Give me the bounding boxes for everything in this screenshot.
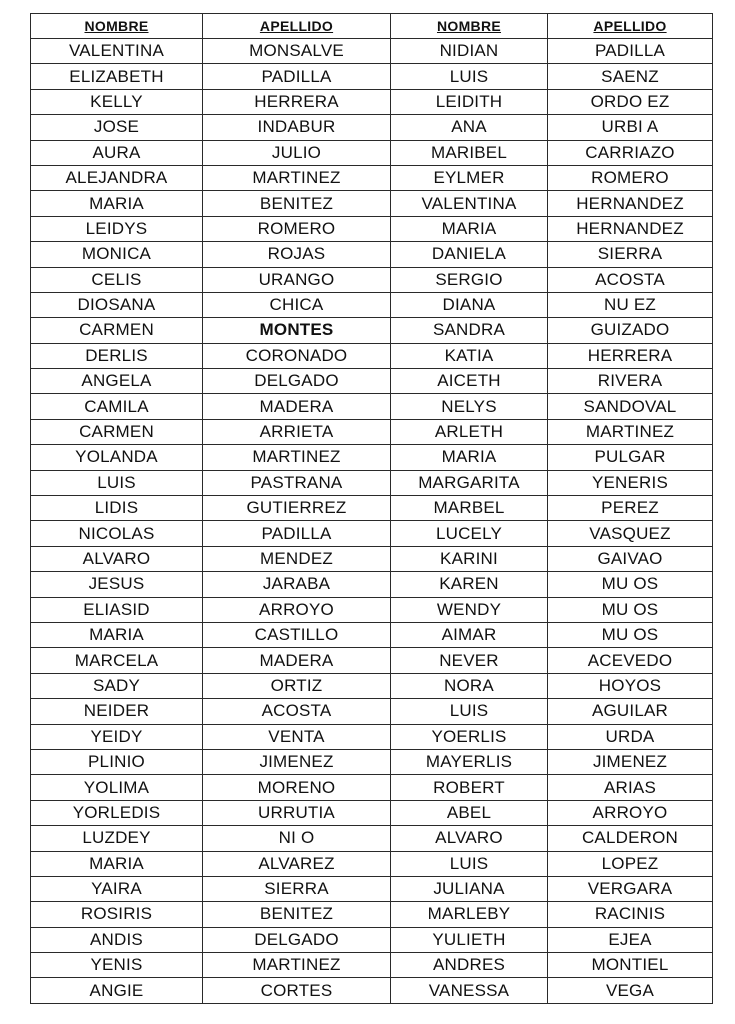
cell-nombre-1: MARIA (31, 851, 203, 876)
cell-nombre-2: KARINI (391, 546, 548, 571)
cell-nombre-1: DIOSANA (31, 292, 203, 317)
cell-nombre-1: ELIZABETH (31, 64, 203, 89)
cell-apellido-1: CHICA (203, 292, 391, 317)
table-row (31, 64, 713, 89)
cell-apellido-2: MONTIEL (548, 953, 713, 978)
cell-nombre-1: YORLEDIS (31, 800, 203, 825)
table-row (31, 318, 713, 343)
table-row (31, 343, 713, 368)
cell-nombre-2: LUIS (391, 851, 548, 876)
cell-nombre-1: JESUS (31, 572, 203, 597)
names-sheet (30, 13, 712, 1004)
cell-apellido-2: ACOSTA (548, 267, 713, 292)
cell-nombre-2: JULIANA (391, 876, 548, 901)
cell-apellido-1: JIMENEZ (203, 749, 391, 774)
cell-nombre-2: ANA (391, 115, 548, 140)
header-row (31, 14, 713, 39)
cell-apellido-1: MARTINEZ (203, 165, 391, 190)
cell-nombre-2: MAYERLIS (391, 749, 548, 774)
table-row (31, 749, 713, 774)
cell-apellido-1: DELGADO (203, 927, 391, 952)
cell-apellido-2: VERGARA (548, 876, 713, 901)
table-row (31, 216, 713, 241)
cell-nombre-1: ALVARO (31, 546, 203, 571)
cell-apellido-1: NI O (203, 826, 391, 851)
cell-apellido-1: BENITEZ (203, 191, 391, 216)
cell-nombre-1: MARIA (31, 191, 203, 216)
cell-nombre-2: ALVARO (391, 826, 548, 851)
cell-nombre-1: CARMEN (31, 318, 203, 343)
table-row (31, 496, 713, 521)
cell-apellido-2: ARROYO (548, 800, 713, 825)
cell-apellido-2: ROMERO (548, 165, 713, 190)
header-apellido-2: APELLIDO (548, 14, 713, 39)
table-row (31, 775, 713, 800)
cell-nombre-1: ANDIS (31, 927, 203, 952)
cell-apellido-1: INDABUR (203, 115, 391, 140)
cell-apellido-2: VASQUEZ (548, 521, 713, 546)
cell-nombre-2: MARIA (391, 216, 548, 241)
cell-apellido-1: MARTINEZ (203, 445, 391, 470)
table-row (31, 369, 713, 394)
cell-apellido-2: CARRIAZO (548, 140, 713, 165)
cell-nombre-2: MARIBEL (391, 140, 548, 165)
table-row (31, 521, 713, 546)
cell-nombre-2: ABEL (391, 800, 548, 825)
cell-apellido-2: MARTINEZ (548, 419, 713, 444)
cell-nombre-1: CELIS (31, 267, 203, 292)
cell-nombre-1: ROSIRIS (31, 902, 203, 927)
cell-nombre-2: LUIS (391, 64, 548, 89)
cell-nombre-2: MARIA (391, 445, 548, 470)
table-row (31, 445, 713, 470)
cell-apellido-2: ORDO EZ (548, 89, 713, 114)
cell-nombre-1: MARCELA (31, 648, 203, 673)
header-nombre-2: NOMBRE (391, 14, 548, 39)
cell-nombre-1: YEIDY (31, 724, 203, 749)
cell-nombre-1: ANGELA (31, 369, 203, 394)
cell-apellido-2: MU OS (548, 572, 713, 597)
cell-apellido-1: PASTRANA (203, 470, 391, 495)
table-row (31, 470, 713, 495)
table-row (31, 673, 713, 698)
table-row (31, 699, 713, 724)
cell-apellido-2: URBI A (548, 115, 713, 140)
cell-apellido-1: JULIO (203, 140, 391, 165)
cell-nombre-2: ANDRES (391, 953, 548, 978)
table-row (31, 902, 713, 927)
table-row (31, 648, 713, 673)
table-row (31, 826, 713, 851)
table-row (31, 724, 713, 749)
cell-nombre-1: JOSE (31, 115, 203, 140)
cell-apellido-1: PADILLA (203, 521, 391, 546)
cell-apellido-1: CORTES (203, 978, 391, 1003)
table-row (31, 622, 713, 647)
cell-apellido-2: SAENZ (548, 64, 713, 89)
cell-apellido-2: HOYOS (548, 673, 713, 698)
cell-nombre-2: KATIA (391, 343, 548, 368)
cell-nombre-2: ARLETH (391, 419, 548, 444)
cell-nombre-2: AIMAR (391, 622, 548, 647)
table-row (31, 927, 713, 952)
cell-nombre-2: MARBEL (391, 496, 548, 521)
cell-apellido-1: MADERA (203, 648, 391, 673)
cell-apellido-2: RIVERA (548, 369, 713, 394)
cell-nombre-2: LUIS (391, 699, 548, 724)
cell-apellido-1: MARTINEZ (203, 953, 391, 978)
cell-apellido-1: HERRERA (203, 89, 391, 114)
table-row (31, 165, 713, 190)
table-row (31, 267, 713, 292)
header-nombre-1: NOMBRE (31, 14, 203, 39)
cell-apellido-1: MENDEZ (203, 546, 391, 571)
table-row (31, 140, 713, 165)
table-body (31, 39, 713, 1004)
cell-apellido-1: URRUTIA (203, 800, 391, 825)
cell-apellido-1: URANGO (203, 267, 391, 292)
cell-apellido-2: MU OS (548, 597, 713, 622)
cell-nombre-2: NORA (391, 673, 548, 698)
cell-apellido-2: GAIVAO (548, 546, 713, 571)
cell-nombre-2: EYLMER (391, 165, 548, 190)
cell-apellido-2: JIMENEZ (548, 749, 713, 774)
header-apellido-1: APELLIDO (203, 14, 391, 39)
cell-nombre-1: KELLY (31, 89, 203, 114)
cell-apellido-1: ACOSTA (203, 699, 391, 724)
cell-nombre-1: ANGIE (31, 978, 203, 1003)
cell-apellido-1: SIERRA (203, 876, 391, 901)
cell-nombre-1: VALENTINA (31, 39, 203, 64)
cell-apellido-2: PEREZ (548, 496, 713, 521)
table-row (31, 597, 713, 622)
cell-nombre-2: NELYS (391, 394, 548, 419)
cell-apellido-1: CORONADO (203, 343, 391, 368)
cell-apellido-2: HERNANDEZ (548, 191, 713, 216)
cell-nombre-2: LEIDITH (391, 89, 548, 114)
cell-apellido-2: RACINIS (548, 902, 713, 927)
cell-nombre-1: NICOLAS (31, 521, 203, 546)
cell-nombre-1: YOLIMA (31, 775, 203, 800)
cell-nombre-2: YOERLIS (391, 724, 548, 749)
cell-nombre-2: VALENTINA (391, 191, 548, 216)
cell-apellido-1: JARABA (203, 572, 391, 597)
cell-apellido-1: ROMERO (203, 216, 391, 241)
table-row (31, 242, 713, 267)
cell-nombre-1: LUIS (31, 470, 203, 495)
cell-nombre-1: ALEJANDRA (31, 165, 203, 190)
cell-apellido-1: MADERA (203, 394, 391, 419)
cell-apellido-2: HERRERA (548, 343, 713, 368)
table-row (31, 800, 713, 825)
cell-nombre-1: DERLIS (31, 343, 203, 368)
cell-apellido-2: AGUILAR (548, 699, 713, 724)
cell-nombre-1: MARIA (31, 622, 203, 647)
cell-apellido-2: ACEVEDO (548, 648, 713, 673)
cell-nombre-1: LIDIS (31, 496, 203, 521)
cell-nombre-1: YAIRA (31, 876, 203, 901)
cell-apellido-1: PADILLA (203, 64, 391, 89)
cell-nombre-2: YULIETH (391, 927, 548, 952)
cell-apellido-1: DELGADO (203, 369, 391, 394)
cell-nombre-1: NEIDER (31, 699, 203, 724)
cell-apellido-2: NU EZ (548, 292, 713, 317)
table-row (31, 419, 713, 444)
table-row (31, 851, 713, 876)
cell-nombre-1: LUZDEY (31, 826, 203, 851)
table-row (31, 876, 713, 901)
cell-apellido-1: BENITEZ (203, 902, 391, 927)
cell-apellido-1: ROJAS (203, 242, 391, 267)
table-row (31, 39, 713, 64)
cell-apellido-1: ARROYO (203, 597, 391, 622)
table-row (31, 115, 713, 140)
cell-nombre-2: SERGIO (391, 267, 548, 292)
table-row (31, 953, 713, 978)
cell-apellido-1: GUTIERREZ (203, 496, 391, 521)
cell-nombre-1: YOLANDA (31, 445, 203, 470)
cell-nombre-2: AICETH (391, 369, 548, 394)
cell-apellido-1: CASTILLO (203, 622, 391, 647)
cell-nombre-2: NEVER (391, 648, 548, 673)
cell-apellido-2: PULGAR (548, 445, 713, 470)
cell-nombre-1: CARMEN (31, 419, 203, 444)
cell-apellido-1: MORENO (203, 775, 391, 800)
cell-nombre-1: AURA (31, 140, 203, 165)
table-row (31, 292, 713, 317)
cell-nombre-2: MARLEBY (391, 902, 548, 927)
cell-apellido-2: PADILLA (548, 39, 713, 64)
cell-nombre-2: LUCELY (391, 521, 548, 546)
cell-apellido-2: HERNANDEZ (548, 216, 713, 241)
cell-nombre-1: CAMILA (31, 394, 203, 419)
cell-apellido-2: EJEA (548, 927, 713, 952)
cell-nombre-2: MARGARITA (391, 470, 548, 495)
cell-apellido-1: MONSALVE (203, 39, 391, 64)
table-row (31, 546, 713, 571)
cell-nombre-1: MONICA (31, 242, 203, 267)
cell-nombre-2: SANDRA (391, 318, 548, 343)
cell-nombre-2: DANIELA (391, 242, 548, 267)
cell-apellido-2: VEGA (548, 978, 713, 1003)
cell-nombre-1: LEIDYS (31, 216, 203, 241)
cell-apellido-2: CALDERON (548, 826, 713, 851)
cell-apellido-2: SANDOVAL (548, 394, 713, 419)
cell-apellido-1: ORTIZ (203, 673, 391, 698)
cell-nombre-1: ELIASID (31, 597, 203, 622)
cell-apellido-2: URDA (548, 724, 713, 749)
cell-apellido-2: GUIZADO (548, 318, 713, 343)
cell-nombre-1: SADY (31, 673, 203, 698)
names-table (30, 13, 713, 1004)
cell-apellido-2: LOPEZ (548, 851, 713, 876)
table-row (31, 191, 713, 216)
cell-apellido-2: MU OS (548, 622, 713, 647)
cell-apellido-1: ALVAREZ (203, 851, 391, 876)
cell-apellido-2: SIERRA (548, 242, 713, 267)
cell-nombre-2: KAREN (391, 572, 548, 597)
cell-nombre-2: WENDY (391, 597, 548, 622)
cell-apellido-2: ARIAS (548, 775, 713, 800)
cell-nombre-2: DIANA (391, 292, 548, 317)
cell-nombre-2: NIDIAN (391, 39, 548, 64)
table-row (31, 572, 713, 597)
cell-apellido-1: MONTES (203, 318, 391, 343)
cell-nombre-1: PLINIO (31, 749, 203, 774)
cell-apellido-1: ARRIETA (203, 419, 391, 444)
cell-nombre-1: YENIS (31, 953, 203, 978)
table-row (31, 394, 713, 419)
table-row (31, 89, 713, 114)
table-row (31, 978, 713, 1003)
cell-nombre-2: VANESSA (391, 978, 548, 1003)
cell-apellido-2: YENERIS (548, 470, 713, 495)
cell-nombre-2: ROBERT (391, 775, 548, 800)
cell-apellido-1: VENTA (203, 724, 391, 749)
